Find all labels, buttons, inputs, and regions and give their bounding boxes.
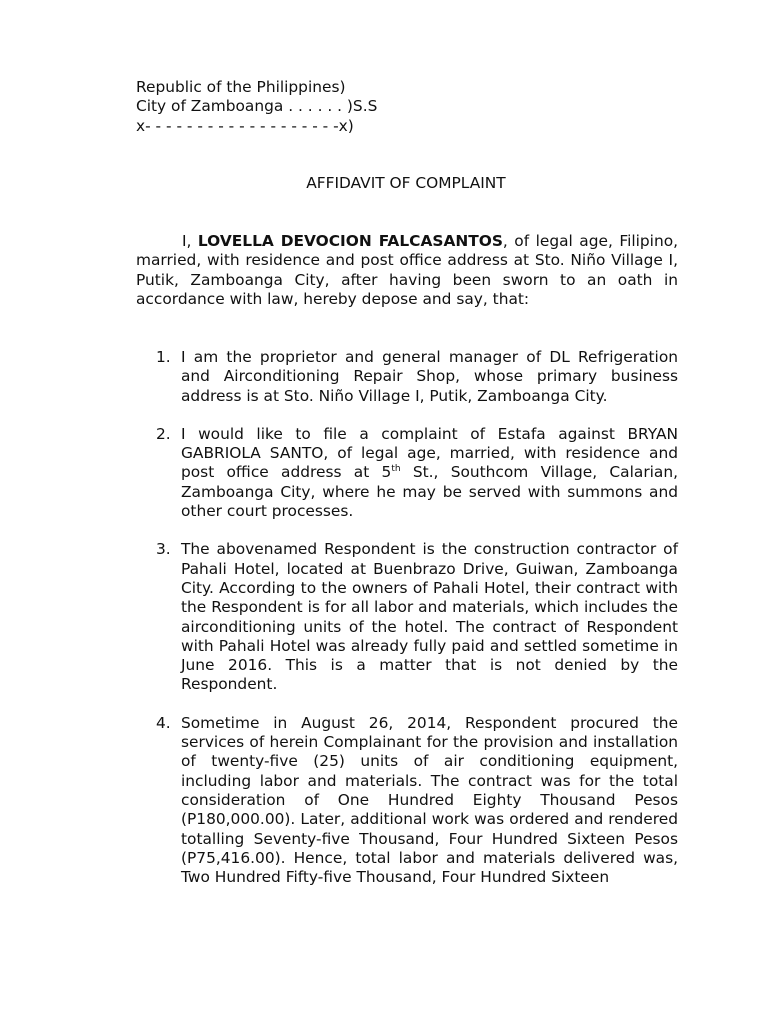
list-item [156, 714, 678, 888]
list-item-number: 1. [156, 348, 171, 366]
venue-line-republic: Republic of the Philippines) [136, 78, 346, 96]
list-item [156, 425, 678, 521]
list-item-text [181, 425, 678, 521]
venue-block [136, 78, 377, 136]
list-item-number: 4. [156, 713, 171, 732]
list-item-text: Sometime in August 26, 2014, Respondent procured the services of herein Complainant for the provision and installation of twenty-five (25) units of air conditioning equipment, including labor and materials. The contract was for the total consideration of One Hundred Eighty Thousand Pesos (P180,000.00). Later, additional work was ordered and rendered totalling Seventy-five Thousand, Four Hundred Sixteen Pesos (P75,416.00). Hence, total labor and materials delivered was, Two Hundred Fifty-five Thousand, Four Hundred Sixteen [181, 713, 678, 887]
numbered-list [156, 348, 678, 906]
list-item-number: 3. [156, 540, 171, 559]
venue-line-separator: x- - - - - - - - - - - - - - - - - - -x) [136, 116, 354, 135]
intro-text: , of legal age, Filipino, married, with residence and post office address at Sto. Niño Village I, Putik, Zamboanga City, after having been sworn to an oath in accordance with law, hereby depose and say, that: [136, 232, 679, 308]
venue-line-city: City of Zamboanga . . . . . . )S.S [136, 97, 378, 116]
ordinal-suffix: th [391, 464, 401, 475]
list-item [156, 540, 678, 694]
list-item-text: The abovenamed Respondent is the construction contractor of Pahali Hotel, located at Buenbrazo Drive, Guiwan, Zamboanga City. According to the owners of Pahali Hotel, their contract with the Respondent is for all labor and materials, which includes the airconditioning units of the hotel. The contract of Respondent with Pahali Hotel was already fully paid and settled sometime in June 2016. This is a matter that is not denied by the Respondent. [181, 540, 678, 694]
list-item-text-part: I would like to file a complaint of Estafa against BRYAN GABRIOLA SANTO, of legal age, married, with residence and post office address at 5 [181, 424, 678, 482]
intro-paragraph [136, 232, 678, 309]
list-item-text-part: St., Southcom Village, Calarian, Zamboanga City, where he may be served with summons and other court processes. [181, 463, 678, 521]
list-item-text: I am the proprietor and general manager of DL Refrigeration and Airconditioning Repair Shop, whose primary business address is at Sto. Niño Village I, Putik, Zamboanga City. [181, 348, 678, 405]
intro-prefix: I, [182, 232, 198, 250]
affiant-name: LOVELLA DEVOCION FALCASANTOS [197, 232, 503, 250]
document-title: AFFIDAVIT OF COMPLAINT [306, 174, 506, 192]
list-item-number: 2. [156, 424, 171, 443]
list-item [156, 348, 678, 406]
